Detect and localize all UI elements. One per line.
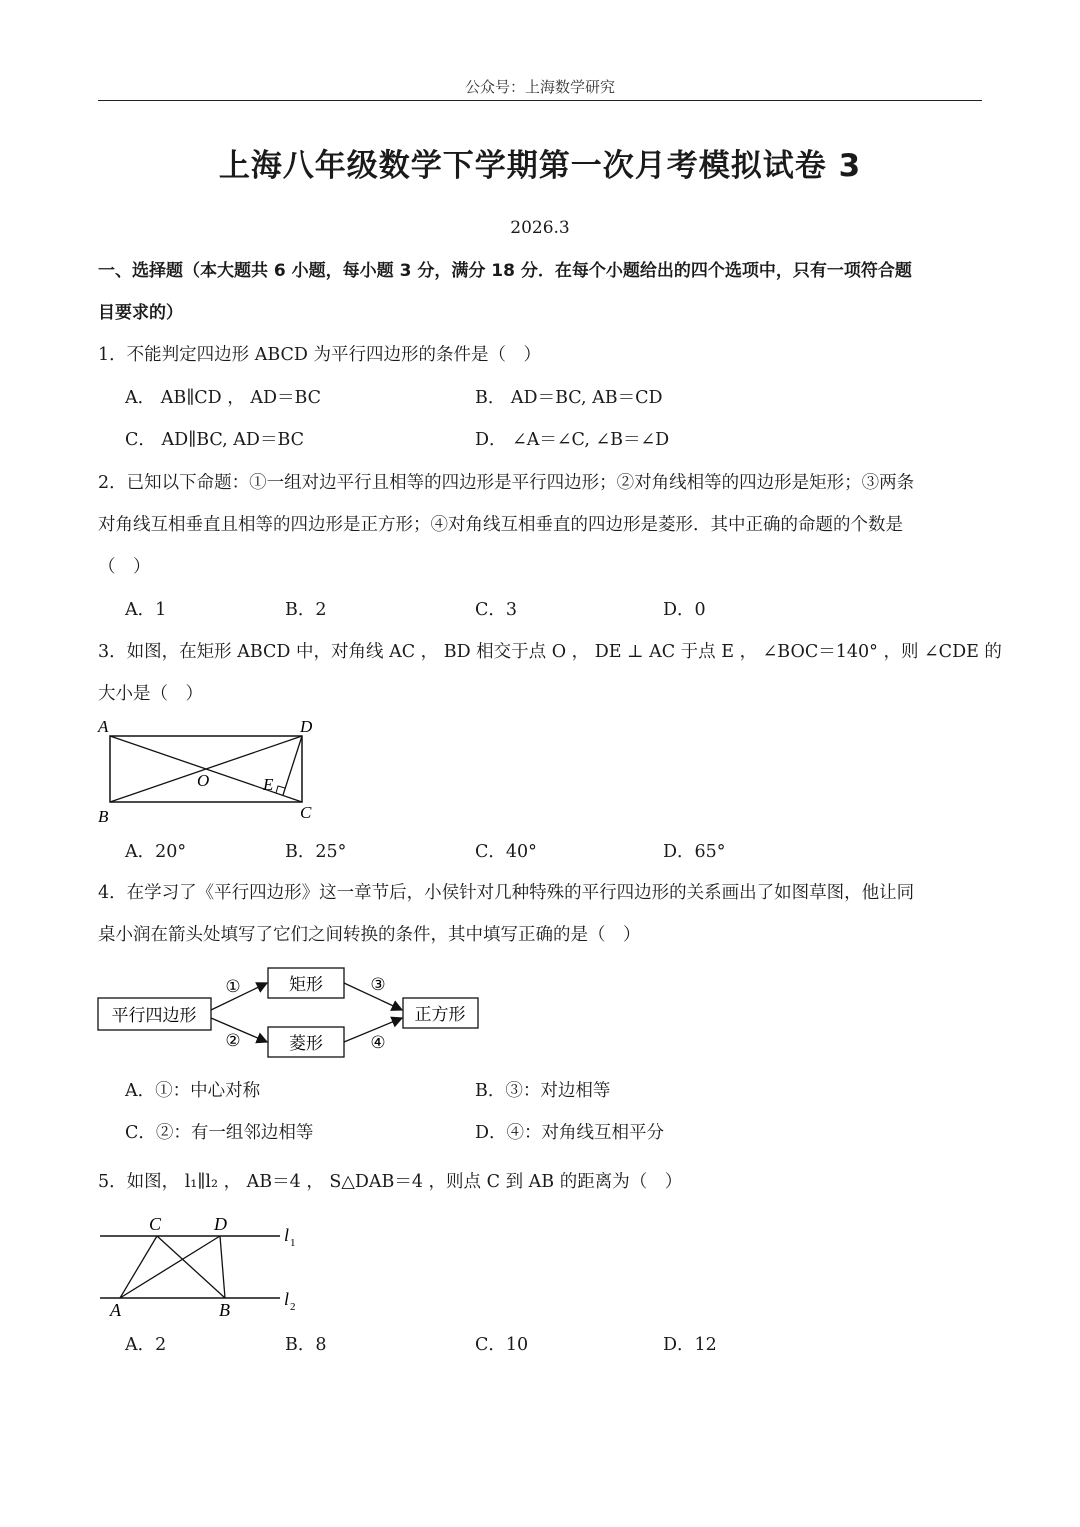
- label-e: E: [263, 775, 274, 794]
- label-b: B: [219, 1300, 230, 1320]
- q1-option-c[interactable]: C． AD∥BC, AD＝BC: [125, 430, 305, 450]
- q5-parallel-lines-figure: [90, 1208, 320, 1323]
- text-rhombus: 菱形: [289, 1034, 323, 1053]
- label-a: A: [98, 717, 109, 736]
- q1-option-d[interactable]: D． ∠A＝∠C, ∠B＝∠D: [475, 430, 670, 450]
- q3-option-d[interactable]: D．65°: [663, 842, 726, 862]
- q3-option-c[interactable]: C．40°: [475, 842, 537, 862]
- q1-option-a[interactable]: A． AB∥CD ， AD＝BC: [125, 388, 322, 408]
- segment-bd: [220, 1236, 225, 1298]
- header-rule: [98, 100, 982, 101]
- label-l1: l: [284, 1225, 290, 1245]
- label-l2: l: [284, 1289, 290, 1309]
- label-arrow-3: ③: [370, 975, 386, 994]
- q3-stem-line2: 大小是（ ）: [98, 684, 203, 704]
- q5-option-a[interactable]: A．2: [125, 1335, 167, 1355]
- q1-stem: 1．不能判定四边形 ABCD 为平行四边形的条件是（ ）: [98, 345, 542, 365]
- q3-option-a[interactable]: A．20°: [125, 842, 187, 862]
- q2-option-b[interactable]: B．2: [285, 600, 327, 620]
- q3-option-b[interactable]: B．25°: [285, 842, 347, 862]
- q4-option-b[interactable]: B．③：对边相等: [475, 1081, 611, 1101]
- exam-date: 2026.3: [510, 218, 570, 238]
- label-arrow-1: ①: [225, 977, 241, 996]
- q4-stem-line1: 4．在学习了《平行四边形》这一章节后，小侯针对几种特殊的平行四边形的关系画出了如图草图，他让同: [98, 883, 915, 903]
- q4-option-d[interactable]: D．④：对角线互相平分: [475, 1123, 665, 1143]
- segment-ac: [120, 1236, 157, 1298]
- segment-bc: [157, 1236, 225, 1298]
- q4-option-c[interactable]: C．②：有一组邻边相等: [125, 1123, 314, 1143]
- label-c: C: [300, 803, 312, 822]
- q2-stem-line1: 2．已知以下命题：①一组对边平行且相等的四边形是平行四边形；②对角线相等的四边形是矩形；③两条: [98, 473, 915, 493]
- label-l2-subscript: 2: [290, 1301, 296, 1313]
- q5-option-b[interactable]: B．8: [285, 1335, 327, 1355]
- text-square: 正方形: [414, 1005, 466, 1024]
- label-l1-subscript: 1: [290, 1237, 296, 1249]
- label-c: C: [149, 1214, 162, 1234]
- label-d: D: [214, 1214, 227, 1234]
- q4-stem-line2: 桌小润在箭头处填写了它们之间转换的条件，其中填写正确的是（ ）: [98, 925, 641, 945]
- q1-option-b[interactable]: B． AD＝BC, AB＝CD: [475, 388, 663, 408]
- text-rectangle: 矩形: [289, 975, 323, 994]
- section-heading-line1: 一、选择题（本大题共 6 小题，每小题 3 分，满分 18 分．在每个小题给出的四个选项中，只有一项符合题: [98, 261, 912, 281]
- q2-stem-line2: 对角线互相垂直且相等的四边形是正方形；④对角线互相垂直的四边形是菱形．其中正确的命题的个数是: [98, 515, 903, 535]
- q4-option-a[interactable]: A．①：中心对称: [125, 1081, 261, 1101]
- segment-de: [283, 736, 302, 795]
- q2-option-d[interactable]: D．0: [663, 600, 706, 620]
- q5-stem: 5．如图， l₁∥l₂ ， AB＝4 ， S△DAB＝4 ，则点 C 到 AB 的距离为（ ）: [98, 1172, 683, 1192]
- q2-stem-line3: （ ）: [98, 557, 151, 577]
- page-title: 上海八年级数学下学期第一次月考模拟试卷 3: [218, 148, 862, 184]
- q4-relation-diagram: [90, 960, 490, 1065]
- text-parallelogram: 平行四边形: [111, 1006, 197, 1025]
- label-a: A: [110, 1300, 121, 1320]
- label-b: B: [98, 807, 109, 826]
- q5-option-d[interactable]: D．12: [663, 1335, 717, 1355]
- label-o: O: [197, 771, 210, 790]
- q3-rectangle-figure: [90, 712, 330, 832]
- page-header: 公众号：上海数学研究: [464, 78, 615, 96]
- q2-option-c[interactable]: C．3: [475, 600, 518, 620]
- label-arrow-4: ④: [370, 1033, 386, 1052]
- q3-stem-line1: 3．如图，在矩形 ABCD 中，对角线 AC ， BD 相交于点 O ， DE ⊥ AC 于点 E ， ∠BOC＝140° ，则 ∠CDE 的: [98, 642, 1002, 662]
- label-d: D: [300, 717, 313, 736]
- label-arrow-2: ②: [225, 1031, 241, 1050]
- segment-ad: [120, 1236, 220, 1298]
- section-heading-line2: 目要求的）: [98, 303, 183, 323]
- q5-option-c[interactable]: C．10: [475, 1335, 529, 1355]
- q2-option-a[interactable]: A．1: [125, 600, 167, 620]
